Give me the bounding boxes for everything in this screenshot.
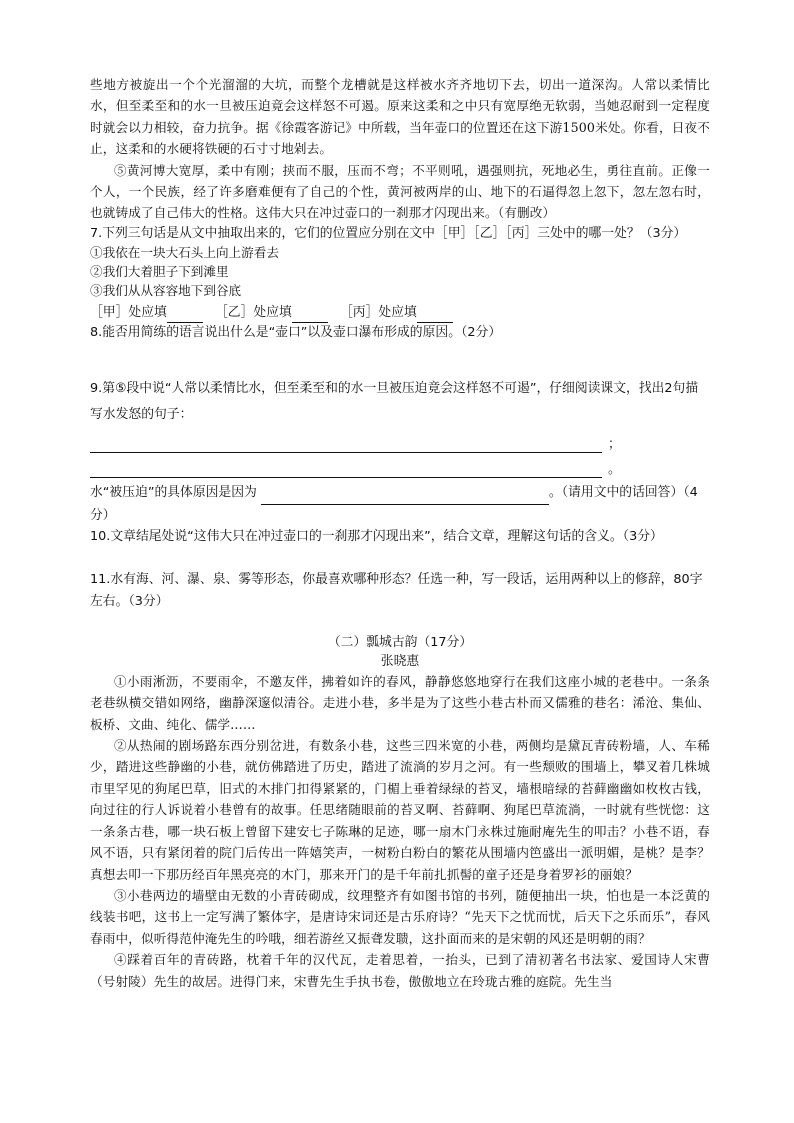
exam-page xyxy=(90,74,710,992)
question-7-option-1: ①我依在一块大石头上向上游看去 xyxy=(90,244,279,260)
fill-jia-blank[interactable] xyxy=(167,303,203,323)
q9-reason-lead: 水“被压迫”的具体原因是因为 xyxy=(90,484,257,500)
section-2-author: 张晓惠 xyxy=(380,653,420,669)
semicolon: ； xyxy=(608,436,621,452)
fill-bing-blank[interactable] xyxy=(417,303,453,323)
question-7-stem: 7.下列三句话是从文中抽取出来的，它们的位置应分别在文中［甲］［乙］［丙］三处中的哪一处？（3分） xyxy=(90,225,687,241)
q10-tail: ”，结合文章，理解这句话的含义。（3分） xyxy=(424,528,663,544)
section-2-paragraph-4: ④踩着百年的青砖路，枕着千年的汉代瓦，走着思着，一抬头，已到了清初著名书法家、爱国诗人宋曹（号射陵）先生的故居。进得门来，宋曹先生手执书卷，傲傲地立在玲珑古雅的庭院。先生当 xyxy=(90,952,710,989)
passage1-paragraph-5: ⑤黄河博大宽厚，柔中有刚；挟而不服，压而不弯；不平则吼，遇强则抗，死地必生，勇往直前。正像一个人，一个民族，经了许多磨难便有了自己的个性，黄河被两岸的山、地下的石逼得忽上忽下，忽左忽右时，也就铸成了自己伟大的性格。这伟大只在冲过壶口的一刹那才闪现出来。（有删改） xyxy=(90,162,710,221)
answer-line-9-2[interactable] xyxy=(90,453,710,478)
q10-quote: 这伟大只在冲过壶口的一刹那才闪现出来 xyxy=(193,528,425,544)
question-7-fill-row xyxy=(90,303,710,323)
answer-line-9-1[interactable] xyxy=(90,428,710,453)
q9-reason-blank[interactable] xyxy=(261,482,549,505)
question-7-option-2: ②我们大着胆子下到滩里 xyxy=(90,263,229,279)
answer-space-11 xyxy=(90,613,710,633)
q9-lead: 9.第⑤段中说“ xyxy=(90,380,172,396)
question-8: 8.能否用简练的语言说出什么是“壶口”以及壶口瀑布形成的原因。（2分） xyxy=(90,324,502,340)
answer-line[interactable] xyxy=(90,434,602,453)
q10-lead: 10.文章结尾处说“ xyxy=(90,528,194,544)
answer-space-10 xyxy=(90,547,710,569)
passage1-paragraph-top: 些地方被旋出一个个光溜溜的大坑，而整个龙槽就是这样被水齐齐地切下去，切出一道深沟。人常以柔情比水，但至柔至和的水一旦被压迫竟会这样怒不可遏。原来这柔和之中只有宽厚绝无软弱，当她忍耐到一定程度时就会以力相较，奋力抗争。据《徐霞客游记》中所载，当年壶口的位置还在这下游1500米处。你看，日夜不止，这柔和的水硬将铁硬的石寸寸地剁去。 xyxy=(90,77,710,157)
question-11: 11.水有海、河、瀑、泉、雾等形态，你最喜欢哪种形态？任选一种，写一段话，运用两种以上的修辞，80字左右。（3分） xyxy=(90,571,703,609)
question-9-reason xyxy=(90,482,710,527)
fill-yi-label: ［乙］处应填 xyxy=(215,304,292,320)
section-2-paragraph-1: ①小雨淅沥，不要雨伞，不邀友伴，拂着如许的春风，静静悠悠地穿行在我们这座小城的老巷中。一条条老巷纵横交错如网络，幽静深邃似清谷。走进小巷，多半是为了这些小巷古朴而又儒雅的巷名：浠沧、集仙、板桥、文曲、纯化、儒学…… xyxy=(90,673,710,732)
q9-quote: 人常以柔情比水，但至柔至和的水一旦被压迫竟会这样怒不可遏 xyxy=(171,380,530,396)
fill-jia-label: ［甲］处应填 xyxy=(90,304,167,320)
section-2-paragraph-3: ③小巷两边的墙壁由无数的小青砖砌成，纹理整齐有如图书馆的书列，随便抽出一块，怕也是一本泛黄的线装书吧，这书上一定写满了繁体字，是唐诗宋词还是古乐府诗？“先天下之忧而忧，后天下之乐而乐”，春风春雨中，似听得范仲淹先生的吟哦，细若游丝又振聋发聩，这扑面而来的是宋朝的风还是明朝的雨？ xyxy=(90,887,710,946)
section-2-title: （二）瓢城古韵（17分） xyxy=(327,634,473,650)
answer-line[interactable] xyxy=(90,459,602,478)
section-2-paragraph-2: ②从热闹的剧场路东西分别岔进，有数条小巷，这些三四米宽的小巷，两侧均是黛瓦青砖粉墙，人、车稀少，踏进这些静幽的小巷，就仿佛踏进了历史，踏进了流淌的岁月之河。有一些颓败的围墙上，攀叉着几株城市里罕见的狗尾巴草，旧式的木排门扣得紧紧的，门楣上垂着绿绿的苔叉，墙根暗绿的苔藓幽幽如枚枚古钱，向过往的行人诉说着小巷曾有的故事。任思绪随眼前的苔叉啊、苔藓啊、狗尾巴草流淌，一时就有些恍惚：这一条条古巷，哪一块石板上曾留下建安七子陈琳的足迹，哪一扇木门永株过施耐庵先生的叩击？小巷不语，春风不语，只有紧闭着的院门后传出一阵嬉笑声，一树粉白粉白的繁花从围墙内笆盛出一派明媚，是桃？是李？真想去叩一下那历经百年黑亮亮的木门，那来开门的是千年前扎抓髻的童子还是身着罗衫的丽娘？ xyxy=(90,738,710,882)
question-10 xyxy=(90,527,710,547)
q9-tail: ”，仔细阅读课文，找出2句描写水发怒的句子： xyxy=(90,380,699,422)
answer-space-8 xyxy=(90,342,710,376)
q9-reason-tail: 。（请用文中的话回答）（4分） xyxy=(90,484,698,523)
question-7-option-3: ③我们从从容容地下到谷底 xyxy=(90,282,242,298)
fill-bing-label: ［丙］处应填 xyxy=(340,304,417,320)
question-9 xyxy=(90,376,710,428)
fill-yi-blank[interactable] xyxy=(292,303,328,323)
period: 。 xyxy=(608,461,621,477)
